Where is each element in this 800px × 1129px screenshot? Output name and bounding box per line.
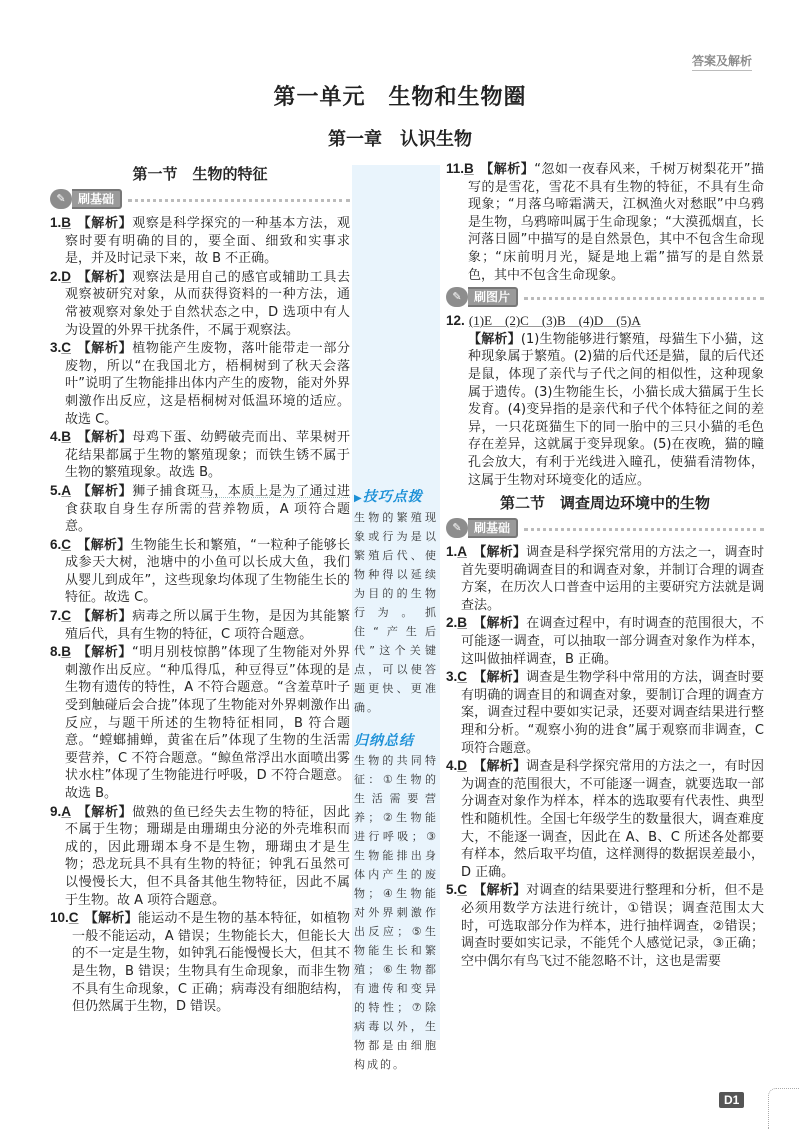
chapter-title: 第一章 认识生物: [328, 129, 472, 150]
answer-item: 2.B 【解析】在调查过程中，有时调查的范围很大，不可能逐一调查，可以抽取一部分调查对象作为样本，这叫做抽样调查，B 正确。: [446, 615, 764, 667]
answer-value: D: [61, 268, 72, 284]
running-header: 答案及解析: [692, 52, 752, 71]
answer-item: 4.D 【解析】调查是科学探究常用的方法之一，有时因为调查的范围很大，不可能逐一调查，就要选取一部分调查对象作为样本，样本的选取要有代表性、典型性和随机性。全国七年级学生的数量很大，调查难度大，不能逐一调查，因此在 A、B、C 所述各处都要有样本，然后取平均值，这样测得的数据误差最小，D 正确。: [446, 758, 764, 880]
answer-value: B: [61, 215, 72, 230]
answer-value: A: [61, 803, 72, 819]
answer-value: B: [61, 429, 72, 445]
tip-text: 生物的共同特征：①生物的生活需要营养；②生物能进行呼吸；③生物能排出身体内产生的废物；④生物能对外界刺激作出反应；⑤生物能生长和繁殖；⑥生物都有遗传和变异的特性；⑦除病毒以外，生物都是由细胞构成的。: [354, 754, 438, 1071]
answer-item: 5.A 【解析】狮子捕食斑马，本质上是为了通过进食获取自身生存所需的营养物质，A 项符合题意。: [50, 482, 350, 535]
answer-item: 4.B 【解析】母鸡下蛋、幼鳄破壳而出、苹果树开花结果都属于生物的繁殖现象；而铁生锈不属于生物的繁殖现象。故选 B。: [50, 429, 350, 481]
answer-value: C: [61, 608, 72, 624]
answer-value: C: [457, 669, 468, 685]
answer-value: (1)E (2)C (3)B (4)D (5)A: [468, 313, 641, 329]
answer-item: 1.B 【解析】观察是科学探究的一种基本方法，观察时要有明确的目的，要全面、细致和实事求是，并及时记录下来，故 B 不正确。: [50, 215, 350, 267]
dotted-divider: [524, 297, 764, 300]
section-badge: ✎ 刷基础: [446, 517, 764, 539]
answer-value: A: [457, 544, 468, 560]
page-number: D1: [719, 1092, 744, 1108]
left-column: [50, 162, 350, 1016]
tip-text: 生物的繁殖现象或行为是以繁殖后代、使物种得以延续为目的的生物行为。抓住“产生后代”这个关键点，可以使答题更快、更准确。: [354, 511, 438, 714]
answer-value: A: [61, 482, 72, 498]
tip-title: ▶技巧点拨: [354, 489, 423, 505]
tip-box-skills: [354, 488, 438, 717]
answer-item: 6.C 【解析】生物能生长和繁殖，“一粒种子能够长成参天大树，池塘中的小鱼可以长成大鱼，我们从婴儿到成年”，这些现象均体现了生物能生长的特征。故选 C。: [50, 536, 350, 606]
answer-item: 3.C 【解析】植物能产生废物，落叶能带走一部分废物，所以“在我国北方，梧桐树到了秋天会落叶”说明了生物能排出体内产生的废物，能对外界刺激作出反应，这是梧桐树对低温环境的适应。故选 C。: [50, 340, 350, 427]
answer-item: 1.A 【解析】调查是科学探究常用的方法之一，调查时首先要明确调查目的和调查对象，并制订合理的调查方案，在历次人口普查中运用的主要研究方法就是调查法。: [446, 544, 764, 613]
answer-value: B: [61, 644, 72, 660]
answer-item: 8.B 【解析】“明月别枝惊鹊”体现了生物能对外界刺激作出反应。“种瓜得瓜，种豆得豆”体现的是生物有遗传的特性，A 不符合题意。“含羞草叶子受到触碰后会合拢”体现了生物能对外界刺激作出反应，与题干所述的生物特征相同，B 符合题意。“螳螂捕蝉，黄雀在后”体现了生物的生活需要营养，C 不符合题意。“鲸鱼常浮出水面喷出雾状水柱”体现了生物能进行呼吸，D 不符合题意。故选 B。: [50, 644, 350, 801]
answer-value: D: [457, 758, 468, 774]
unit-title: 第一单元 生物和生物圈: [273, 85, 527, 110]
answer-item: 5.C 【解析】对调查的结果要进行整理和分析，但不是必须用数学方法进行统计，①错误；调查范围太大时，可选取部分作为样本，进行抽样调查，②错误；调查时要如实记录，不能凭个人感觉记录，③正确；空中偶尔有鸟飞过不能忽略不计，这也是需要: [446, 882, 764, 969]
answer-item: 12. (1)E (2)C (3)B (4)D (5)A 【解析】(1)生物能够进行繁殖，母猫生下小猫，这种现象属于繁殖。(2)猫的后代还是猫，鼠的后代还是鼠，体现了亲代与子代之间的相似性，这种现象属于遗传。(3)生物能生长，小猫长成大猫属于生长发育。(4)变异指的是亲代和子代个体特征之间的差异，一只花斑猫生下的同一胎中的三只小猫的毛色存在差异，这就属于变异现象。(5)在夜晚，猫的瞳孔会放大，有利于光线进入瞳孔，使猫看清物体，这属于生物对环境变化的适应。: [446, 313, 764, 488]
notebook-icon: ✎: [50, 189, 72, 209]
answer-value: B: [457, 615, 468, 631]
answer-value: B: [464, 161, 474, 176]
answer-value: C: [457, 882, 468, 898]
answer-item: 10.C 【解析】能运动不是生物的基本特征，如植物一般不能运动，A 错误；生物能长大，但能长大的不一定是生物，如钟乳石能慢慢长大，但其不是生物，B 错误；生物具有生命现象，而非生物不具有生命现象，C 正确；病毒没有细胞结构，但仍然属于生物，D 错误。: [50, 910, 350, 1015]
arrow-icon: ▶: [354, 493, 363, 504]
answer-value: C: [68, 910, 79, 926]
tip-title: 归纳总结: [354, 733, 414, 749]
answer-item: 11.B 【解析】“忽如一夜春风来，千树万树梨花开”描写的是雪花，雪花不具有生物的特征，不具有生命现象；“月落乌啼霜满天，江枫渔火对愁眠”中乌鸦是生物，乌鸦啼叫属于生命现象；“大漠孤烟直，长河落日圆”中描写的是自然景色，其中不包含生命现象；“床前明月光，疑是地上霜”描写的是自然景色，其中不包含生命现象。: [446, 161, 764, 283]
answer-value: C: [61, 536, 72, 552]
corner-decoration: [768, 1088, 800, 1129]
section-title: 第二节 调查周边环境中的生物: [499, 494, 710, 513]
answer-item: 2.D 【解析】观察法是用自己的感官或辅助工具去观察被研究对象，从而获得资料的一种方法，通常被观察对象处于自然状态之中，D 选项中有人为设置的外界干扰条件，不属于观察法。: [50, 268, 350, 338]
notebook-icon: ✎: [446, 287, 468, 307]
answer-item: 3.C 【解析】调查是生物学科中常用的方法，调查时要有明确的调查目的和调查对象，要制订合理的调查方案，调查过程中要如实记录，还要对调查结果进行整理和分析。“观察小狗的进食”属于观察而非调查，C 项符合题意。: [446, 669, 764, 756]
right-column: [446, 160, 764, 970]
answer-item: 9.A 【解析】做熟的鱼已经失去生物的特征，因此不属于生物；珊瑚是由珊瑚虫分泌的外壳堆积而成的，因此珊瑚本身不是生物，珊瑚虫才是生物；恐龙玩具不具有生物的特征；钟乳石虽然可以慢慢长大，但不具备其他生物特征，因此不属于生物。故 A 项符合题意。: [50, 803, 350, 908]
section-title: 第一节 生物的特征: [132, 165, 268, 183]
notebook-icon: ✎: [446, 518, 468, 538]
tip-box-summary: [354, 732, 438, 1074]
dotted-divider: [128, 199, 350, 202]
dotted-divider: [524, 528, 764, 531]
section-badge: ✎ 刷基础: [50, 188, 350, 210]
answer-item: 7.C 【解析】病毒之所以属于生物，是因为其能繁殖后代，具有生物的特征，C 项符合题意。: [50, 608, 350, 642]
answer-value: C: [61, 340, 72, 356]
section-badge: ✎ 刷图片: [446, 286, 764, 308]
